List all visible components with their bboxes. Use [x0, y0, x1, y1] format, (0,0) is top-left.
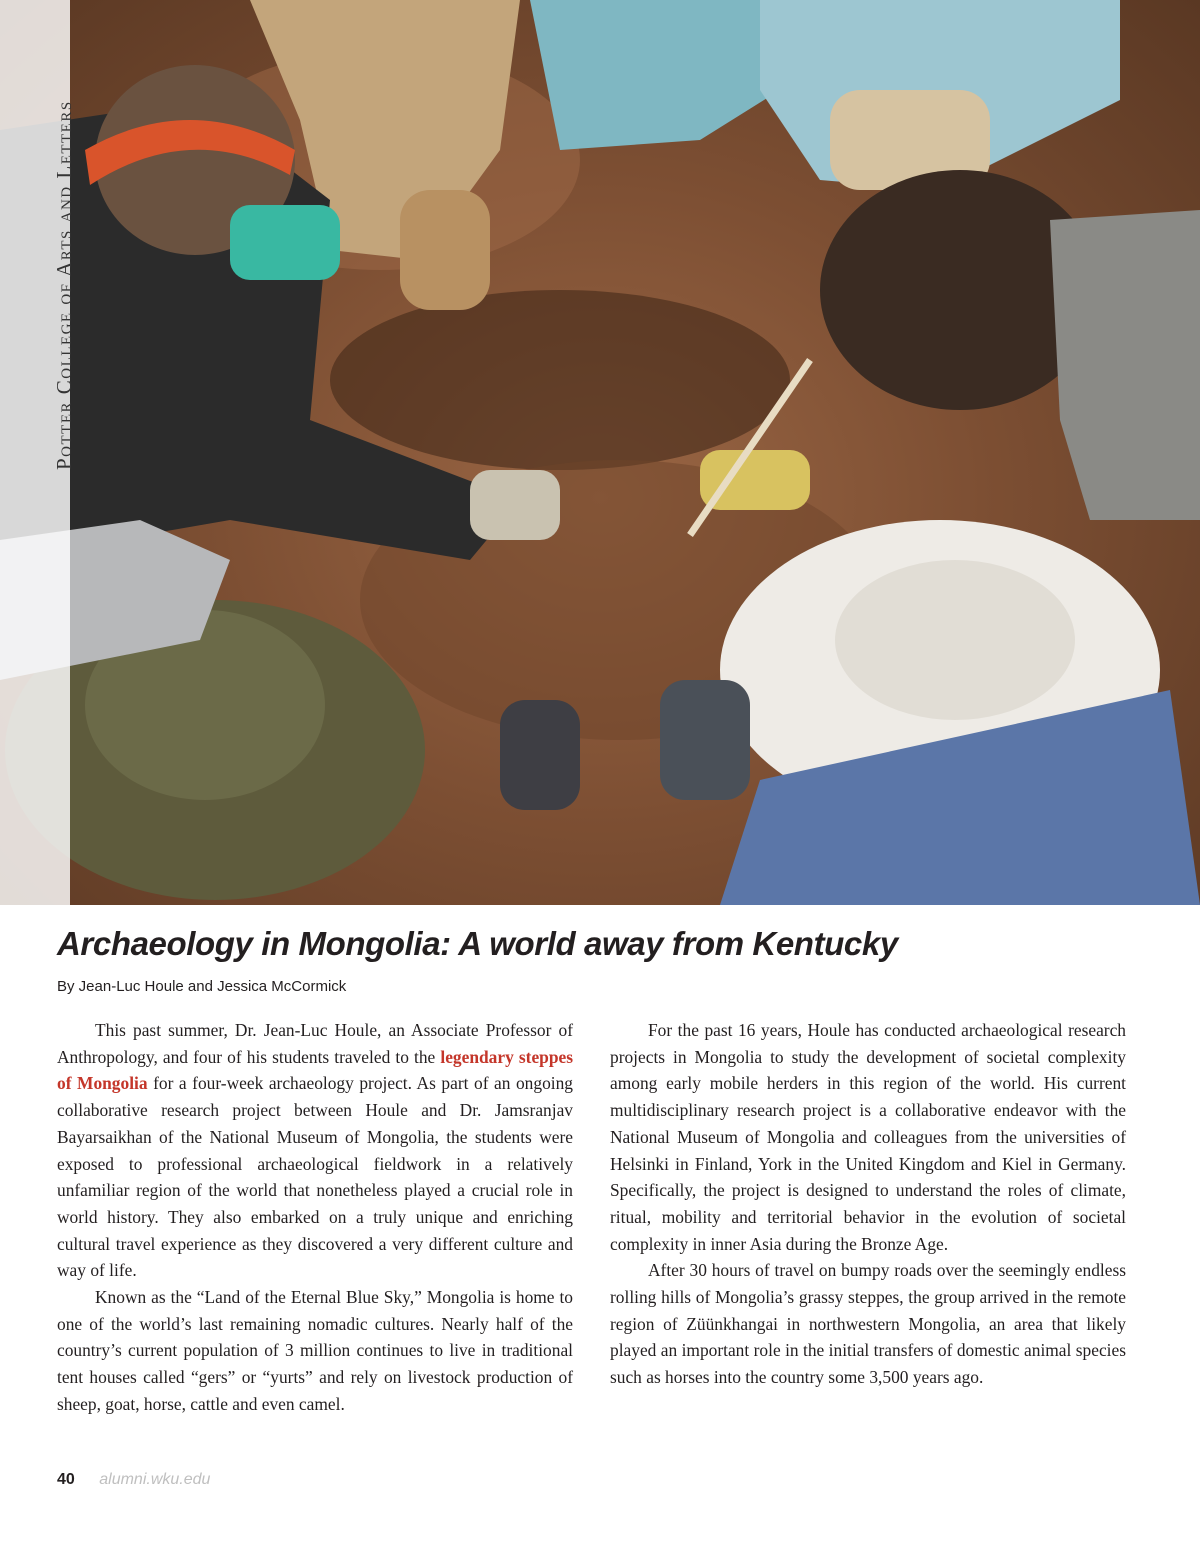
footer-site-url[interactable]: alumni.wku.edu: [99, 1471, 211, 1488]
page-footer: [57, 1471, 210, 1489]
article-byline: By Jean-Luc Houle and Jessica McCormick: [57, 978, 347, 995]
article-headline: Archaeology in Mongolia: A world away from Kentucky: [57, 925, 898, 962]
paragraph-1-text-a: This past summer, Dr. Jean-Luc Houle, an Associate Professor of Anthropology, and four of his students traveled to the: [57, 1020, 573, 1067]
mongolia-steppes-link[interactable]: legendary steppes of Mongolia: [57, 1046, 574, 1094]
page-number: 40: [57, 1471, 75, 1488]
paragraph-1: [57, 1017, 573, 1284]
paragraph-3: For the past 16 years, Houle has conducted archaeological research projects in Mongolia to study the development of societal complexity among early mobile herders in this region of the world. His current multidisciplinary research project is a collaborative endeavor with the National Museum of Mongolia and colleagues from the universities of Helsinki in Finland, York in the United Kingdom and Kiel in Germany. Specifically, the project is designed to understand the roles of climate, ritual, mobility and territorial behavior in the evolution of societal complexity in inner Asia during the Bronze Age.: [610, 1020, 1126, 1254]
section-label: [0, 0, 76, 905]
section-label-text: Potter College of Arts and Letters: [52, 100, 76, 470]
article-column-right: [610, 1017, 1126, 1391]
paragraph-4: After 30 hours of travel on bumpy roads over the seemingly endless rolling hills of Mongolia’s grassy steppes, the group arrived in the remote region of Züünkhangai in northwestern Mongolia, an area that likely played an important role in the initial transfers of domestic animal species such as horses into the country some 3,500 years ago.: [610, 1260, 1126, 1388]
paragraph-2: Known as the “Land of the Eternal Blue Sky,” Mongolia is home to one of the world’s last remaining nomadic cultures. Nearly half of the country’s current population of 3 million continues to live in traditional tent houses called “gers” or “yurts” and rely on livestock production of sheep, goat, horse, cattle and even camel.: [57, 1287, 573, 1414]
article-column-left: [57, 1017, 573, 1418]
paragraph-1-text-b: for a four-week archaeology project. As part of an ongoing collaborative research project between Houle and Dr. Jamsranjav Bayarsaikhan of the National Museum of Mongolia, the students were exposed to professional archaeological fieldwork in a relatively unfamiliar region of the world that nonetheless played a crucial role in world history. They also embarked on a truly unique and enriching cultural travel experience as they discovered a very different culture and way of life.: [57, 1073, 573, 1281]
